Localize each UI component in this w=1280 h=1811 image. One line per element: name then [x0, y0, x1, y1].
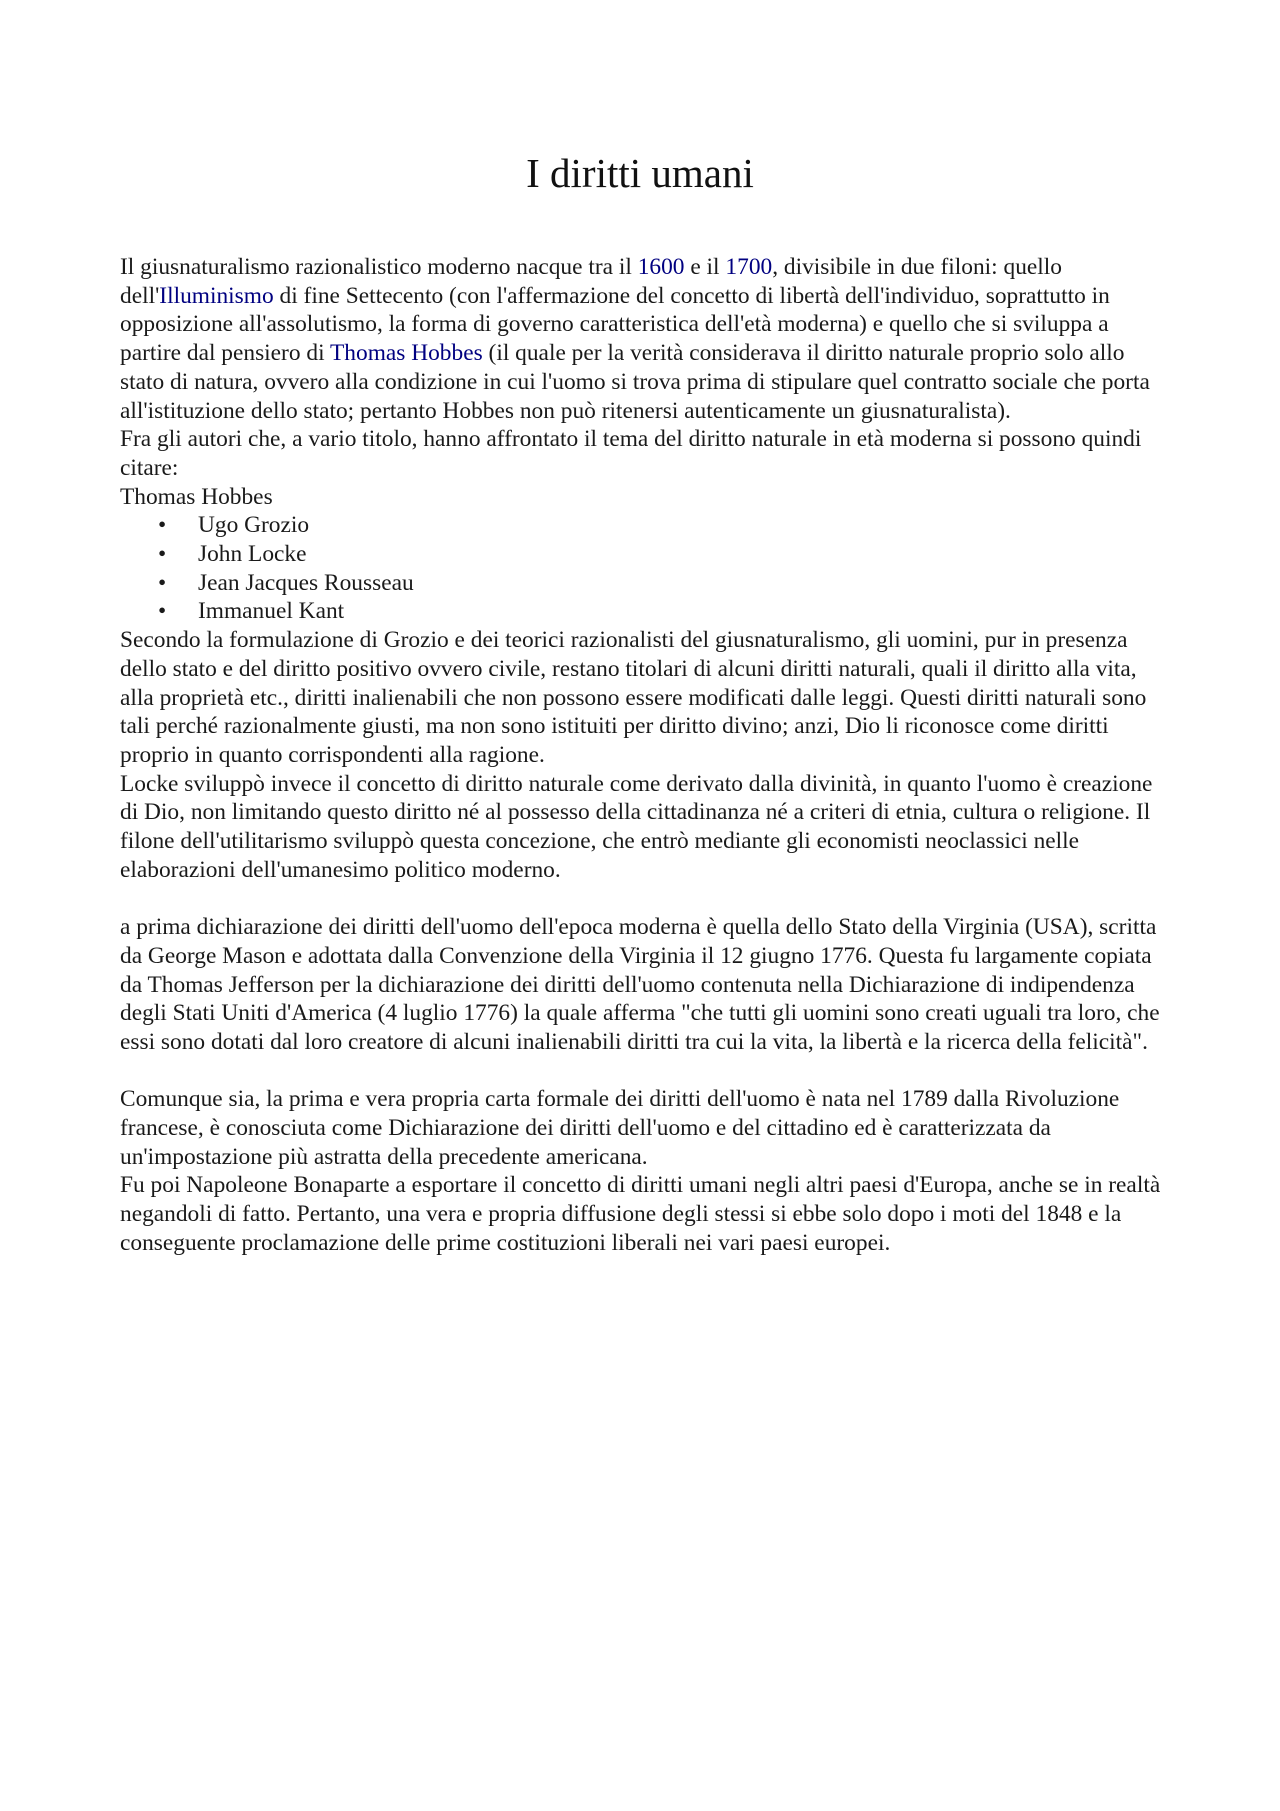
list-item-label: Jean Jacques Rousseau	[198, 569, 414, 596]
paragraph-napoleone: Fu poi Napoleone Bonaparte a esportare il concetto di diritti umani negli altri paesi d'Europa, anche se in realtà negandoli di fatto. Pertanto, una vera e propria diffusione degli stessi si ebbe solo dopo i moti del 1848 e la conseguente proclamazione delle prime costituzioni liberali nei vari paesi europei.	[120, 1172, 1161, 1256]
bullet-icon: •	[158, 512, 167, 539]
paragraph-rivoluzione-francese: Comunque sia, la prima e vera propria carta formale dei diritti dell'uomo è nata nel 1789 dalla Rivoluzione francese, è conosciuta come Dichiarazione dei diritti dell'uomo e del cittadino ed è caratterizzata da un'impostazione più astratta della precedente americana.	[120, 1086, 1120, 1170]
blank-line	[120, 1057, 1170, 1086]
text-run: (il quale per la verità considerava il diritto naturale proprio solo allo stato di natura, ovvero alla condizione in cui l'uomo si trova prima di stipulare quel contratto sociale che porta all'istituzione dello stato; pertanto Hobbes non può ritenersi autenticamente un giusnaturalista).	[120, 340, 1150, 424]
document-body	[120, 253, 1170, 1258]
author-thomas-hobbes: Thomas Hobbes	[120, 483, 273, 510]
link-illuminismo[interactable]: Illuminismo	[159, 282, 274, 309]
list-item	[120, 569, 1170, 598]
paragraph-virginia: a prima dichiarazione dei diritti dell'uomo dell'epoca moderna è quella dello Stato della Virginia (USA), scritta da George Mason e adottata dalla Convenzione della Virginia il 12 giugno 1776. Questa fu largamente copiata da Thomas Jefferson per la dichiarazione dei diritti dell'uomo contenuta nella Dichiarazione di indipendenza degli Stati Uniti d'America (4 luglio 1776) la quale afferma "che tutti gli uomini sono creati uguali tra loro, che essi sono dotati dal loro creatore di alcuni inalienabili diritti tra cui la vita, la libertà e la ricerca della felicità".	[120, 914, 1160, 1055]
list-item-label: Immanuel Kant	[198, 598, 345, 625]
paragraph-grozio: Secondo la formulazione di Grozio e dei teorici razionalisti del giusnaturalismo, gli uomini, pur in presenza dello stato e del diritto positivo ovvero civile, restano titolari di alcuni diritti naturali, quali il diritto alla vita, alla proprietà etc., diritti inalienabili che non possono essere modificati dalle leggi. Questi diritti naturali sono tali perché razionalmente giusti, ma non sono istituiti per diritto divino; anzi, Dio li riconosce come diritti proprio in quanto corrispondenti alla ragione.	[120, 627, 1147, 768]
text-run: e il	[684, 254, 726, 280]
link-1600[interactable]: 1600	[637, 254, 685, 280]
bullet-icon: •	[158, 541, 167, 568]
text-run: , divisibile in due filoni: quello dell'	[120, 254, 1062, 309]
link-1700[interactable]: 1700	[725, 254, 773, 280]
text-run: Il giusnaturalismo razionalistico moderno nacque tra il	[120, 254, 638, 280]
text-run: di fine Settecento (con l'affermazione del concetto di libertà dell'individuo, soprattutto in opposizione all'assolutismo, la forma di governo caratteristica dell'età moderna) e quello che si sviluppa a partire dal pensiero di	[120, 282, 1110, 367]
document-title: I diritti umani	[526, 150, 754, 196]
list-item-label: Ugo Grozio	[198, 512, 310, 539]
list-item	[120, 597, 1170, 626]
blank-line	[120, 884, 1170, 913]
paragraph-intro	[120, 253, 1170, 425]
paragraph-authors-intro: Fra gli autori che, a vario titolo, hanno affrontato il tema del diritto naturale in età moderna si possono quindi citare:	[120, 426, 1142, 481]
authors-list	[120, 511, 1170, 626]
list-item	[120, 540, 1170, 569]
bullet-icon: •	[158, 598, 167, 625]
paragraph-locke: Locke sviluppò invece il concetto di diritto naturale come derivato dalla divinità, in quanto l'uomo è creazione di Dio, non limitando questo diritto né al possesso della cittadinanza né a criteri di etnia, cultura o religione. Il filone dell'utilitarismo sviluppò questa concezione, che entrò mediante gli economisti neoclassici nelle elaborazioni dell'umanesimo politico moderno.	[120, 770, 1153, 883]
bullet-icon: •	[158, 569, 167, 596]
list-item-label: John Locke	[198, 541, 307, 568]
list-item	[120, 511, 1170, 540]
link-thomas-hobbes[interactable]: Thomas Hobbes	[330, 340, 483, 367]
